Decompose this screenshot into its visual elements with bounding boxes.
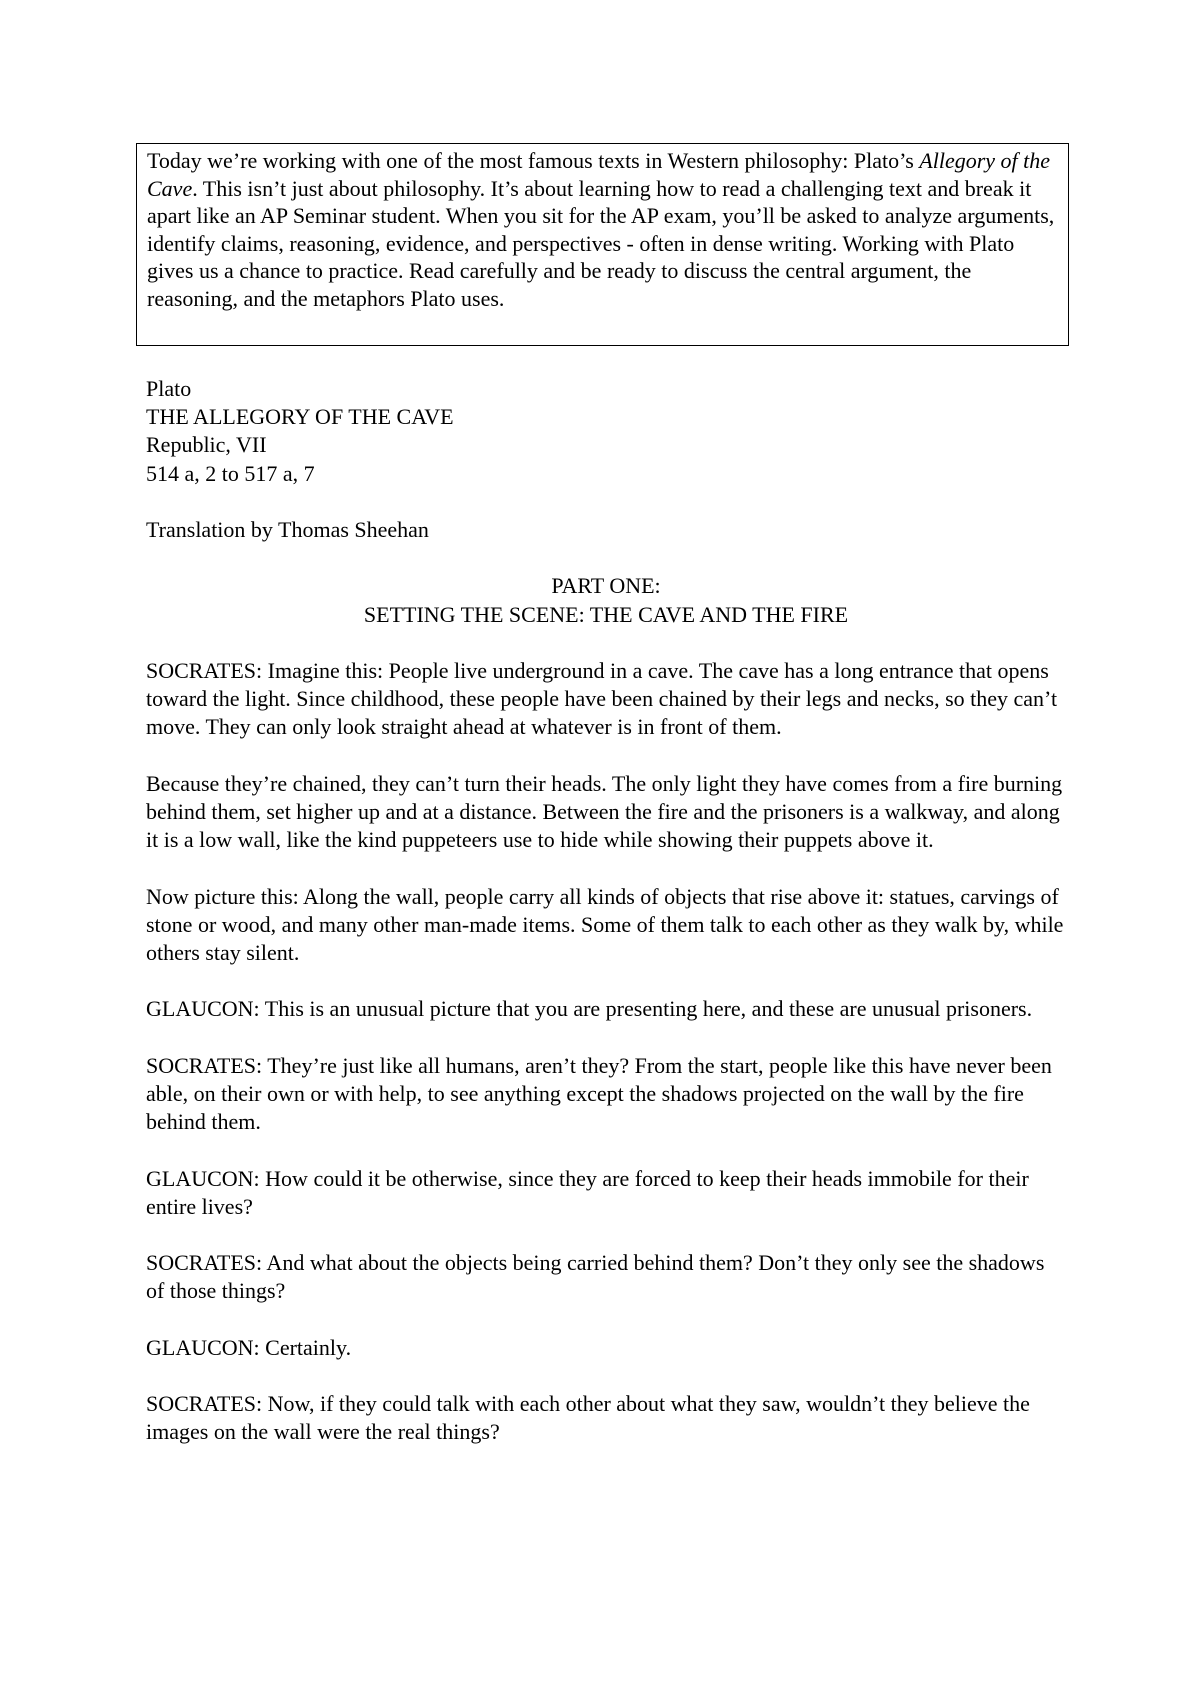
source-author: Plato — [146, 376, 192, 401]
intro-text-before: Today we’re working with one of the most famous texts in Western philosophy: Plato’s — [147, 148, 920, 173]
intro-title-italic: Allegory of the Cave — [147, 148, 1051, 201]
source-work: Republic, VII — [146, 432, 267, 458]
dialogue-paragraph: SOCRATES: They’re just like all humans, aren’t they? From the start, people like this have never been able, on their own or with help, to see anything except the shadows projected on the wall by the fire behind them. — [146, 1052, 1052, 1135]
source-translation: Translation by Thomas Sheehan — [146, 517, 429, 542]
source-reference: 514 a, 2 to 517 a, 7 — [146, 460, 315, 486]
dialogue-paragraph: Because they’re chained, they can’t turn their heads. The only light they have comes from a fire burning behind them, set higher up and at a distance. Between the fire and the prisoners is a walkway, and along it is a low wall, like the kind puppeteers use to hide while showing their puppets above it. — [146, 770, 1063, 853]
dialogue-paragraph: SOCRATES: Now, if they could talk with each other about what they saw, wouldn’t they believe the images on the wall were the real things? — [146, 1391, 1030, 1445]
dialogue-paragraph: GLAUCON: How could it be otherwise, since they are forced to keep their heads immobile for their entire lives? — [146, 1165, 1029, 1219]
intro-paragraph — [147, 147, 1060, 313]
dialogue-paragraph: Now picture this: Along the wall, people carry all kinds of objects that rise above it: statues, carvings of stone or wood, and many other man-made items. Some of them talk to each other as they walk by, while others stay silent. — [146, 883, 1064, 965]
dialogue-paragraph: SOCRATES: And what about the objects being carried behind them? Don’t they only see the shadows of those things? — [146, 1250, 1045, 1304]
document-body — [146, 375, 1066, 1447]
section-part-label: PART ONE: — [551, 573, 661, 599]
intro-box — [136, 143, 1069, 346]
intro-text-after: . This isn’t just about philosophy. It’s about learning how to read a challenging text and break it apart like an AP Seminar student. When you sit for the AP exam, you’ll be asked to analyze arguments, identify claims, reasoning, evidence, and perspectives - often in dense writing. Working with Plato gives us a chance to practice. Read carefully and be ready to discuss the central argument, the reasoning, and the metaphors Plato uses. — [147, 175, 1055, 311]
section-heading: SETTING THE SCENE: THE CAVE AND THE FIRE — [363, 601, 849, 627]
dialogue-paragraph: GLAUCON: Certainly. — [146, 1334, 352, 1360]
source-title: THE ALLEGORY OF THE CAVE — [146, 404, 454, 430]
dialogue-paragraph: GLAUCON: This is an unusual picture that you are presenting here, and these are unusual prisoners. — [146, 996, 1033, 1022]
dialogue-paragraph: SOCRATES: Imagine this: People live underground in a cave. The cave has a long entrance that opens toward the light. Since childhood, these people have been chained by their legs and necks, so they can’t move. They can only look straight ahead at whatever is in front of them. — [146, 657, 1058, 740]
